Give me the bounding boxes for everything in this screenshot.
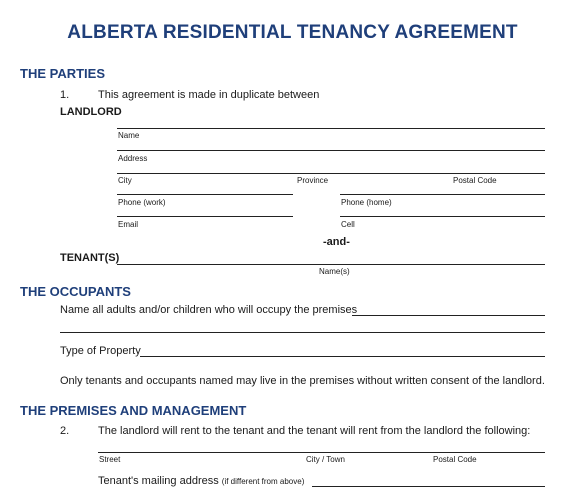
landlord-address-caption: Address [118,154,148,163]
parties-heading: THE PARTIES [20,66,105,81]
tenants-name-caption: Name(s) [319,267,350,276]
premises-postal-code-caption: Postal Code [433,455,477,464]
and-separator: -and- [323,236,350,248]
landlord-name-line[interactable] [117,128,545,129]
occupants-names-line-2[interactable] [60,332,545,333]
occupants-names-line[interactable] [352,315,545,316]
landlord-province-caption: Province [297,176,329,185]
premises-item-number: 2. [60,425,70,437]
premises-heading: THE PREMISES AND MANAGEMENT [20,403,247,418]
tenants-name-line[interactable] [117,264,545,265]
premises-city-town-caption: City / Town [306,455,345,464]
landlord-phone-home-line[interactable] [340,194,545,195]
tenants-label: TENANT(S) [60,252,120,264]
mailing-address-label [98,475,304,487]
occupants-adults-label: Name all adults and/or children who will occupy the premises [60,304,358,316]
occupants-notice: Only tenants and occupants named may live in the premises without written consent of the landlord. [60,375,545,387]
landlord-city-line[interactable] [117,173,545,174]
landlord-phone-home-caption: Phone (home) [341,198,392,207]
landlord-city-caption: City [118,176,132,185]
document-title: ALBERTA RESIDENTIAL TENANCY AGREEMENT [67,22,518,43]
parties-item-text: This agreement is made in duplicate between [98,89,320,101]
mailing-address-label-text: Tenant's mailing address [98,475,219,487]
landlord-postal-code-caption: Postal Code [453,176,497,185]
premises-address-line[interactable] [98,452,545,453]
landlord-phone-work-line[interactable] [117,194,293,195]
property-type-label: Type of Property [60,345,141,357]
landlord-phone-work-caption: Phone (work) [118,198,166,207]
mailing-address-line[interactable] [312,486,545,487]
premises-item-text: The landlord will rent to the tenant and the tenant will rent from the landlord the following: [98,425,531,437]
mailing-address-note: (if different from above) [221,477,305,486]
landlord-address-line[interactable] [117,150,545,151]
landlord-cell-caption: Cell [341,220,355,229]
landlord-name-caption: Name [118,131,140,140]
property-type-line[interactable] [140,356,545,357]
parties-item-number: 1. [60,89,70,101]
landlord-email-line[interactable] [117,216,293,217]
landlord-email-caption: Email [118,220,139,229]
landlord-label: LANDLORD [60,106,122,118]
premises-street-caption: Street [99,455,121,464]
occupants-heading: THE OCCUPANTS [20,284,131,299]
landlord-cell-line[interactable] [340,216,545,217]
